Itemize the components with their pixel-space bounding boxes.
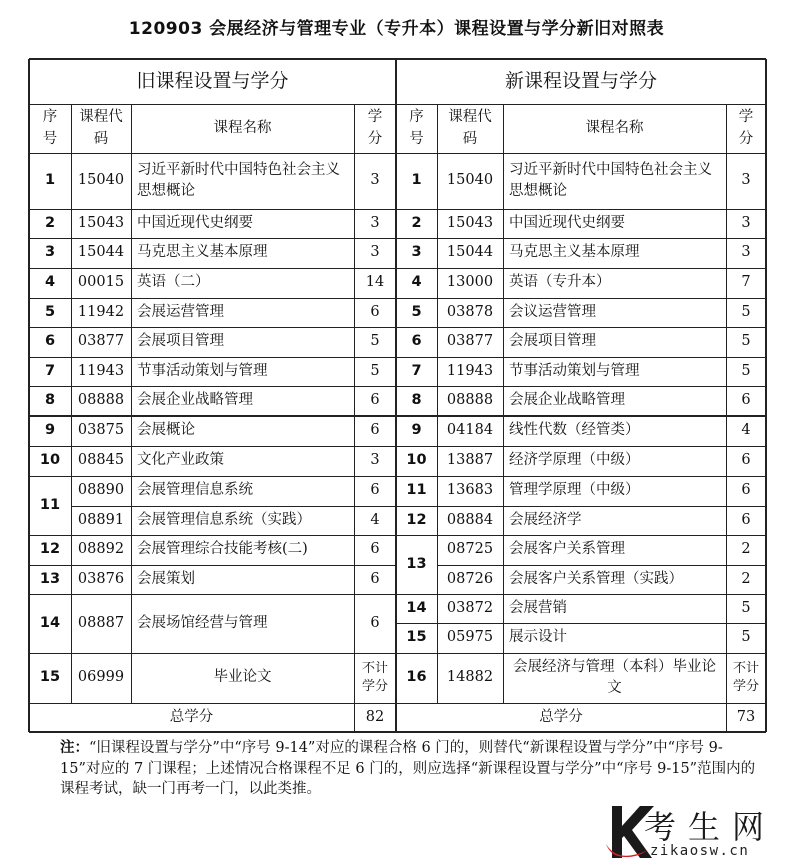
credit-comparison-table [29, 59, 766, 732]
old-row-code: 11942 [77, 303, 125, 320]
old-row-name: 会展场馆经营与管理 [137, 614, 268, 631]
new-row-credit: 3 [741, 244, 751, 261]
old-row-credit: 6 [370, 482, 380, 499]
old-row-code: 00015 [77, 274, 125, 291]
new-row-seq: 14 [406, 599, 427, 616]
new-row-code: 03877 [446, 333, 494, 350]
new-row-seq: 6 [411, 333, 422, 350]
new-row-seq: 8 [411, 392, 422, 409]
old-row-credit: 不计学分 [361, 661, 388, 694]
new-row-credit: 5 [741, 333, 751, 350]
new-row-code: 08888 [446, 392, 494, 409]
new-row-credit: 2 [741, 570, 751, 587]
new-row-name: 会展营销 [509, 599, 567, 616]
new-row-code: 08884 [446, 511, 494, 528]
new-row-name: 会展客户关系管理（实践） [509, 570, 683, 587]
old-row-code: 08845 [77, 452, 125, 469]
old-row-code: 08888 [77, 392, 125, 409]
old-row-credit: 3 [370, 172, 380, 189]
new-row-code: 14882 [446, 669, 494, 686]
old-row-name: 会展策划 [137, 570, 195, 587]
old-row-code: 08892 [77, 541, 125, 558]
old-row-name: 英语（二） [137, 274, 210, 291]
old-row-name: 会展企业战略管理 [137, 392, 253, 409]
old-row-credit: 3 [370, 452, 380, 469]
old-row-credit: 6 [370, 422, 380, 439]
old-row-name: 节事活动策划与管理 [137, 362, 268, 379]
old-col-name: 课程名称 [213, 119, 272, 136]
new-row-code: 04184 [446, 422, 494, 439]
old-col-seq: 序号 [42, 109, 58, 147]
new-col-name: 课程名称 [585, 119, 644, 136]
new-row-name: 经济学原理（中级） [509, 452, 640, 469]
old-row-code: 08890 [77, 482, 125, 499]
old-row-name: 毕业论文 [213, 669, 272, 686]
old-row-credit: 3 [370, 244, 380, 261]
table-rule [354, 703, 355, 732]
old-row-name: 会展运营管理 [137, 303, 224, 320]
new-row-seq: 1 [411, 172, 422, 189]
new-row-credit: 4 [741, 422, 751, 439]
new-row-seq: 4 [411, 274, 422, 291]
new-row-name: 展示设计 [509, 629, 567, 646]
old-row-seq: 10 [39, 452, 61, 469]
new-row-seq: 10 [406, 452, 427, 469]
old-row-seq: 15 [39, 669, 61, 686]
new-row-code: 13887 [446, 452, 494, 469]
old-row-name: 马克思主义基本原理 [137, 244, 268, 261]
new-row-code: 08726 [446, 570, 494, 587]
new-row-name: 会展客户关系管理 [509, 541, 625, 558]
new-row-code: 05975 [446, 629, 494, 646]
new-row-name: 英语（专升本） [509, 274, 611, 291]
new-col-seq: 序号 [409, 109, 424, 147]
old-row-seq: 9 [44, 422, 56, 439]
old-row-seq: 1 [44, 172, 56, 189]
new-row-credit: 2 [741, 541, 751, 558]
old-row-name: 中国近现代史纲要 [137, 214, 253, 231]
new-row-code: 03878 [446, 303, 494, 320]
new-row-name: 中国近现代史纲要 [509, 214, 625, 231]
new-row-credit: 5 [741, 629, 751, 646]
new-row-code: 11943 [446, 362, 494, 379]
new-col-code: 课程代码 [448, 109, 492, 147]
new-row-credit: 5 [741, 303, 751, 320]
old-row-name: 会展项目管理 [137, 333, 224, 350]
old-row-credit: 4 [370, 511, 380, 528]
old-row-code: 03876 [77, 570, 125, 587]
old-col-code: 课程代码 [79, 109, 123, 147]
new-row-name: 会议运营管理 [509, 303, 596, 320]
new-row-code: 03872 [446, 599, 494, 616]
old-total-label: 总学分 [169, 708, 214, 725]
watermark-logo [604, 800, 793, 867]
table-rule [29, 653, 766, 654]
old-row-credit: 6 [370, 614, 380, 631]
new-row-seq: 13 [406, 555, 427, 572]
old-row-seq: 7 [44, 362, 56, 379]
old-row-seq: 8 [44, 392, 56, 409]
new-row-code: 15044 [446, 244, 494, 261]
new-row-seq: 5 [411, 303, 422, 320]
new-section-heading: 新课程设置与学分 [504, 69, 657, 92]
old-row-code: 03875 [77, 422, 125, 439]
old-col-credit: 学分 [367, 109, 383, 147]
new-row-credit: 7 [741, 274, 751, 291]
new-row-code: 13000 [446, 274, 494, 291]
old-row-code: 15044 [77, 244, 125, 261]
old-row-credit: 6 [370, 392, 380, 409]
old-row-credit: 5 [370, 362, 380, 379]
new-col-credit: 学分 [738, 109, 754, 147]
new-row-seq: 12 [406, 511, 427, 528]
new-row-credit: 不计学分 [732, 661, 759, 694]
old-row-code: 08887 [77, 614, 125, 631]
old-row-name: 会展管理信息系统（实践） [137, 511, 311, 528]
new-row-seq: 11 [406, 482, 427, 499]
new-row-name: 线性代数（经管类） [509, 422, 640, 439]
new-row-name: 节事活动策划与管理 [509, 362, 640, 379]
new-row-seq: 15 [406, 629, 427, 646]
old-row-seq: 3 [44, 244, 56, 261]
old-row-seq: 2 [44, 214, 56, 231]
old-row-credit: 3 [370, 214, 380, 231]
old-row-seq: 14 [39, 614, 61, 631]
new-row-credit: 6 [741, 511, 751, 528]
footnote [60, 738, 760, 800]
note-text: “旧课程设置与学分”中“序号 9-14”对应的课程合格 6 门的，则替代“新课程设置与学分”中“序号 9-15”对应的 7 门课程；上述情况合格课程不足 6 门的，则应选择“新课程设置与学分”中“序号 9-15”范围内的课程考试，缺一门再考一门，以此类推。 [60, 740, 756, 798]
old-row-seq: 11 [39, 496, 61, 513]
old-row-seq: 6 [44, 333, 56, 350]
page-title: 120903 会展经济与管理专业（专升本）课程设置与学分新旧对照表 [128, 19, 665, 39]
new-row-credit: 3 [741, 172, 751, 189]
new-row-seq: 9 [411, 422, 422, 439]
new-row-name: 会展经济与管理（本科）毕业论文 [513, 658, 716, 696]
new-row-seq: 2 [411, 214, 422, 231]
new-row-name: 会展经济学 [509, 511, 582, 528]
old-total-value: 82 [365, 708, 385, 725]
old-row-credit: 6 [370, 303, 380, 320]
watermark-url: zikaosw.cn [650, 843, 750, 859]
new-row-name: 马克思主义基本原理 [509, 244, 640, 261]
new-row-credit: 6 [741, 482, 751, 499]
old-row-name: 会展管理信息系统 [137, 482, 253, 499]
watermark-text: 考生网 [644, 808, 777, 846]
table-rule [29, 415, 396, 417]
old-row-name: 会展概论 [137, 422, 195, 439]
old-row-code: 03877 [77, 333, 125, 350]
old-row-code: 15043 [77, 214, 125, 231]
new-row-code: 08725 [446, 541, 494, 558]
old-row-credit: 14 [365, 274, 385, 291]
new-row-seq: 16 [406, 669, 427, 686]
new-row-credit: 5 [741, 362, 751, 379]
new-row-credit: 3 [741, 214, 751, 231]
old-row-seq: 13 [39, 570, 61, 587]
old-row-name: 文化产业政策 [137, 452, 224, 469]
old-row-credit: 6 [370, 570, 380, 587]
new-total-label: 总学分 [539, 708, 583, 725]
new-row-credit: 6 [741, 392, 751, 409]
old-row-name: 习近平新时代中国特色社会主义思想概论 [137, 161, 340, 199]
new-row-name: 管理学原理（中级） [509, 482, 640, 499]
old-row-code: 06999 [77, 669, 125, 686]
old-row-code: 08891 [77, 511, 125, 528]
old-row-credit: 6 [370, 541, 380, 558]
old-row-code: 15040 [77, 172, 125, 189]
new-row-code: 15040 [446, 172, 494, 189]
old-row-seq: 5 [44, 303, 56, 320]
new-row-seq: 7 [411, 362, 422, 379]
new-row-credit: 6 [741, 452, 751, 469]
new-row-code: 13683 [446, 482, 494, 499]
new-row-name: 会展企业战略管理 [509, 392, 625, 409]
new-row-code: 15043 [446, 214, 494, 231]
old-row-code: 11943 [77, 362, 125, 379]
old-section-heading: 旧课程设置与学分 [136, 69, 289, 92]
new-row-name: 习近平新时代中国特色社会主义思想概论 [509, 161, 712, 199]
new-row-seq: 3 [411, 244, 422, 261]
old-row-name: 会展管理综合技能考核(二) [137, 541, 308, 558]
table-rule [726, 703, 727, 732]
new-row-credit: 5 [741, 599, 751, 616]
old-row-credit: 5 [370, 333, 380, 350]
note-label: 注： [60, 740, 89, 756]
table-rule [396, 415, 766, 417]
new-row-name: 会展项目管理 [509, 333, 596, 350]
new-total-value: 73 [736, 708, 756, 725]
old-row-seq: 12 [39, 541, 61, 558]
old-row-seq: 4 [44, 274, 56, 291]
